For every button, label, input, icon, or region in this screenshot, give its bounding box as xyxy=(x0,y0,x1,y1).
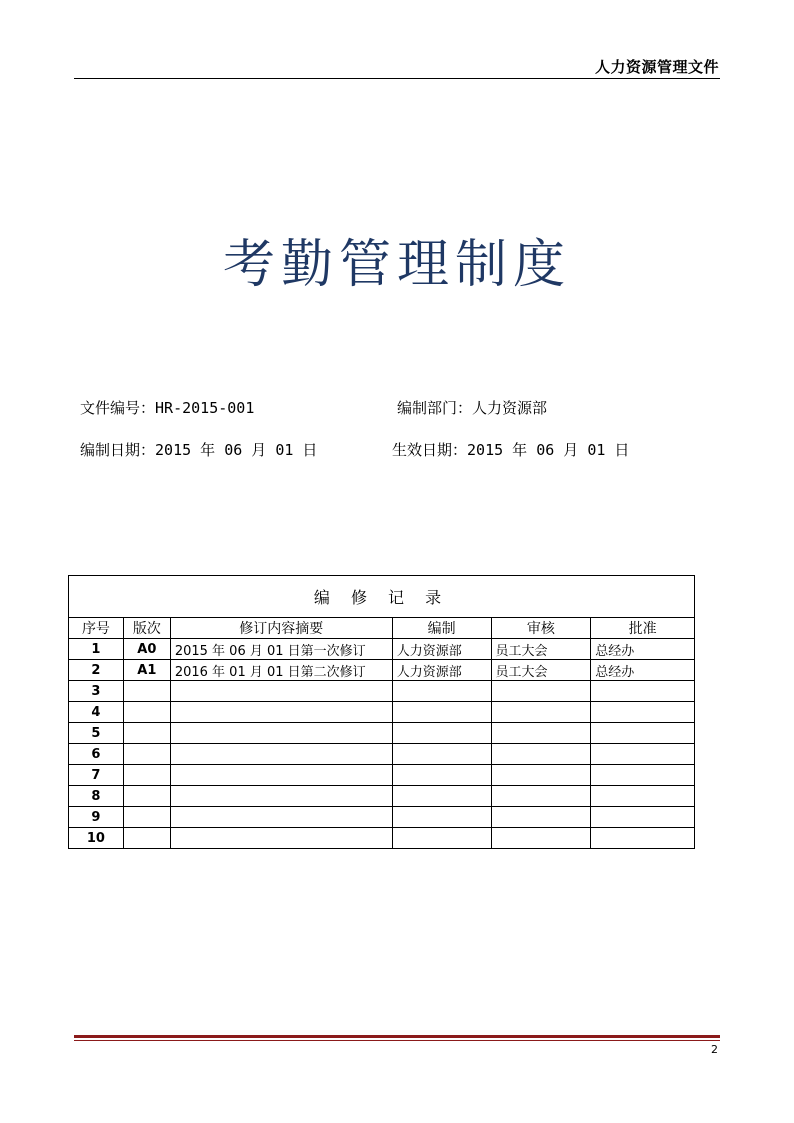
cell-seq: 3 xyxy=(69,681,124,702)
cell-reviewed-by xyxy=(491,807,591,828)
table-row xyxy=(69,723,695,744)
cell-reviewed-by xyxy=(491,702,591,723)
department-value: 人力资源部 xyxy=(472,399,548,417)
cell-compiled-by xyxy=(392,807,491,828)
table-row xyxy=(69,807,695,828)
doc-number-field xyxy=(80,397,254,418)
table-caption-row xyxy=(69,576,695,618)
cell-approved-by xyxy=(591,807,695,828)
col-header-reviewed-by: 审核 xyxy=(491,618,591,639)
cell-version xyxy=(123,786,170,807)
cell-seq: 8 xyxy=(69,786,124,807)
cell-approved-by: 总经办 xyxy=(591,660,695,681)
cell-compiled-by xyxy=(392,723,491,744)
document-title: 考勤管理制度 xyxy=(222,235,571,295)
cell-version xyxy=(123,723,170,744)
cell-approved-by xyxy=(591,765,695,786)
cell-summary: 2016 年 01 月 01 日第二次修订 xyxy=(170,660,392,681)
cell-version: A1 xyxy=(123,660,170,681)
cell-seq: 2 xyxy=(69,660,124,681)
page-number: 2 xyxy=(711,1043,718,1056)
effective-date-field xyxy=(392,439,629,460)
compile-date-label: 编制日期： xyxy=(80,441,156,459)
cell-version xyxy=(123,702,170,723)
running-header: 人力资源管理文件 xyxy=(594,58,719,76)
table-row xyxy=(69,744,695,765)
col-header-seq: 序号 xyxy=(69,618,124,639)
effective-date-label: 生效日期： xyxy=(392,441,468,459)
col-header-compiled-by: 编制 xyxy=(392,618,491,639)
cell-compiled-by: 人力资源部 xyxy=(392,639,491,660)
cell-seq: 1 xyxy=(69,639,124,660)
table-caption: 编 修 记 录 xyxy=(69,576,695,618)
cell-reviewed-by xyxy=(491,681,591,702)
table-row xyxy=(69,639,695,660)
cell-summary xyxy=(170,744,392,765)
cell-summary xyxy=(170,681,392,702)
cell-summary xyxy=(170,702,392,723)
cell-seq: 7 xyxy=(69,765,124,786)
cell-reviewed-by xyxy=(491,786,591,807)
cell-summary xyxy=(170,807,392,828)
cell-summary xyxy=(170,786,392,807)
revision-record-table xyxy=(68,575,695,849)
cell-approved-by xyxy=(591,702,695,723)
cell-version xyxy=(123,744,170,765)
table-row xyxy=(69,702,695,723)
col-header-approved-by: 批准 xyxy=(591,618,695,639)
cell-summary xyxy=(170,828,392,849)
doc-number-label: 文件编号： xyxy=(80,399,156,417)
cell-reviewed-by xyxy=(491,723,591,744)
cell-summary xyxy=(170,723,392,744)
cell-compiled-by xyxy=(392,765,491,786)
header-rule xyxy=(74,78,720,79)
col-header-summary: 修订内容摘要 xyxy=(170,618,392,639)
cell-compiled-by xyxy=(392,744,491,765)
cell-approved-by xyxy=(591,681,695,702)
compile-date-field xyxy=(80,439,317,460)
cell-reviewed-by: 员工大会 xyxy=(491,639,591,660)
table-row xyxy=(69,660,695,681)
effective-date-value: 2015 年 06 月 01 日 xyxy=(467,441,630,459)
cell-version: A0 xyxy=(123,639,170,660)
cell-compiled-by xyxy=(392,681,491,702)
cell-version xyxy=(123,807,170,828)
cell-compiled-by xyxy=(392,786,491,807)
table-body xyxy=(69,639,695,849)
cell-compiled-by xyxy=(392,828,491,849)
cell-reviewed-by xyxy=(491,765,591,786)
cell-approved-by xyxy=(591,744,695,765)
table-row xyxy=(69,786,695,807)
cell-seq: 5 xyxy=(69,723,124,744)
department-label: 编制部门： xyxy=(397,399,473,417)
table-row xyxy=(69,828,695,849)
cell-approved-by xyxy=(591,723,695,744)
cell-compiled-by: 人力资源部 xyxy=(392,660,491,681)
cell-approved-by xyxy=(591,786,695,807)
cell-reviewed-by xyxy=(491,744,591,765)
cell-compiled-by xyxy=(392,702,491,723)
cell-seq: 4 xyxy=(69,702,124,723)
cell-reviewed-by xyxy=(491,828,591,849)
cell-reviewed-by: 员工大会 xyxy=(491,660,591,681)
table-row xyxy=(69,765,695,786)
compile-date-value: 2015 年 06 月 01 日 xyxy=(155,441,318,459)
cell-seq: 10 xyxy=(69,828,124,849)
cell-seq: 9 xyxy=(69,807,124,828)
table-header-row xyxy=(69,618,695,639)
cell-version xyxy=(123,765,170,786)
doc-number-value: HR-2015-001 xyxy=(155,399,255,417)
col-header-version: 版次 xyxy=(123,618,170,639)
table-row xyxy=(69,681,695,702)
cell-version xyxy=(123,681,170,702)
department-field xyxy=(397,397,547,418)
footer-rule-thin xyxy=(74,1040,720,1041)
cell-summary: 2015 年 06 月 01 日第一次修订 xyxy=(170,639,392,660)
footer-rule-thick xyxy=(74,1035,720,1038)
cell-version xyxy=(123,828,170,849)
cell-approved-by: 总经办 xyxy=(591,639,695,660)
cell-seq: 6 xyxy=(69,744,124,765)
cell-summary xyxy=(170,765,392,786)
cell-approved-by xyxy=(591,828,695,849)
